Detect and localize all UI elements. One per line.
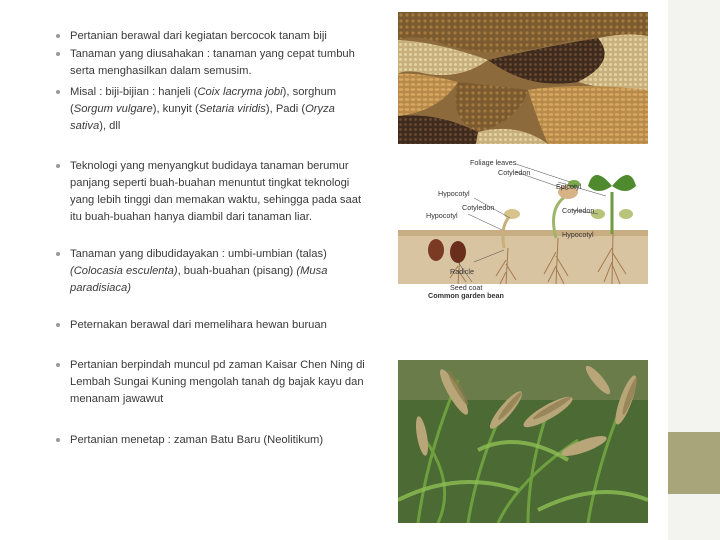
diagram-caption: Common garden bean	[428, 291, 504, 300]
seeds-image	[398, 12, 648, 144]
bullet-item-3	[56, 84, 371, 135]
right-accent-block	[668, 432, 720, 494]
bullet-item-6	[56, 317, 371, 334]
bullet-text: Tanaman yang diusahakan : tanaman yang cepat tumbuh serta menghasilkan dalam semusim.	[70, 48, 355, 77]
bullet-item-1	[56, 28, 371, 45]
bullet-item-8	[56, 432, 371, 449]
bullet-text: Pertanian menetap : zaman Batu Baru (Neolitikum)	[70, 434, 324, 446]
label-cotyledon-mid: Cotyledon	[462, 203, 495, 212]
label-hypocotyl-left: Hypocotyl	[426, 211, 458, 220]
bullet-text: Teknologi yang menyangkut budidaya tanaman berumur panjang seperti buah-buahan menuntut tingkat teknologi yang lebih tinggi dan memakan waktu, sehingga pada saat itu buah-buahan hanya diambil dari tanaman liar.	[70, 160, 362, 223]
bullet-dot	[56, 52, 60, 56]
bullet-dot	[56, 323, 60, 327]
bean-diagram	[398, 156, 648, 301]
label-hypocotyl-right: Hypocotyl	[562, 230, 594, 239]
millet-image	[398, 360, 648, 523]
bullet-text: Pertanian berpindah muncul pd zaman Kaisar Chen Ning di Lembah Sungai Kuning mengolah tanah dg bajak kayu dan menanam jawawut	[70, 359, 365, 405]
bullet-item-5	[56, 246, 371, 297]
grain-seeds-icon	[398, 12, 648, 144]
millet-field-icon	[398, 360, 648, 523]
label-cotyledon-right: Cotyledon	[562, 206, 595, 215]
bullet-dot	[56, 363, 60, 367]
bullet-text: Peternakan berawal dari memelihara hewan buruan	[70, 319, 327, 331]
bullet-text: Pertanian berawal dari kegiatan bercocok tanam biji	[70, 30, 327, 42]
bullet-dot	[56, 438, 60, 442]
label-seed-coat: Seed coat	[450, 283, 483, 292]
bullet-item-7	[56, 357, 371, 408]
bullet-dot	[56, 34, 60, 38]
bullet-text: Tanaman yang dibudidayakan : umbi-umbian (talas) (Colocasia esculenta), buah-buahan (pisang) (Musa paradisiaca)	[70, 248, 328, 294]
bullet-item-4	[56, 158, 371, 226]
label-hypocotyl-top: Hypocotyl	[438, 189, 470, 198]
bullet-item-2	[56, 46, 371, 80]
label-epicotyl: Epicotyl	[556, 182, 582, 191]
bullet-text: Misal : biji-bijian : hanjeli (Coix lacryma jobi), sorghum (Sorgum vulgare), kunyit (Setaria viridis), Padi (Oryza sativa), dll	[70, 86, 337, 132]
bullet-dot	[56, 252, 60, 256]
bean-germination-icon	[398, 156, 648, 301]
label-cotyledon-top: Cotyledon	[498, 168, 531, 177]
label-radicle: Radicle	[450, 267, 474, 276]
bullet-dot	[56, 164, 60, 168]
bullet-dot	[56, 90, 60, 94]
label-foliage-leaves: Foliage leaves	[470, 158, 517, 167]
